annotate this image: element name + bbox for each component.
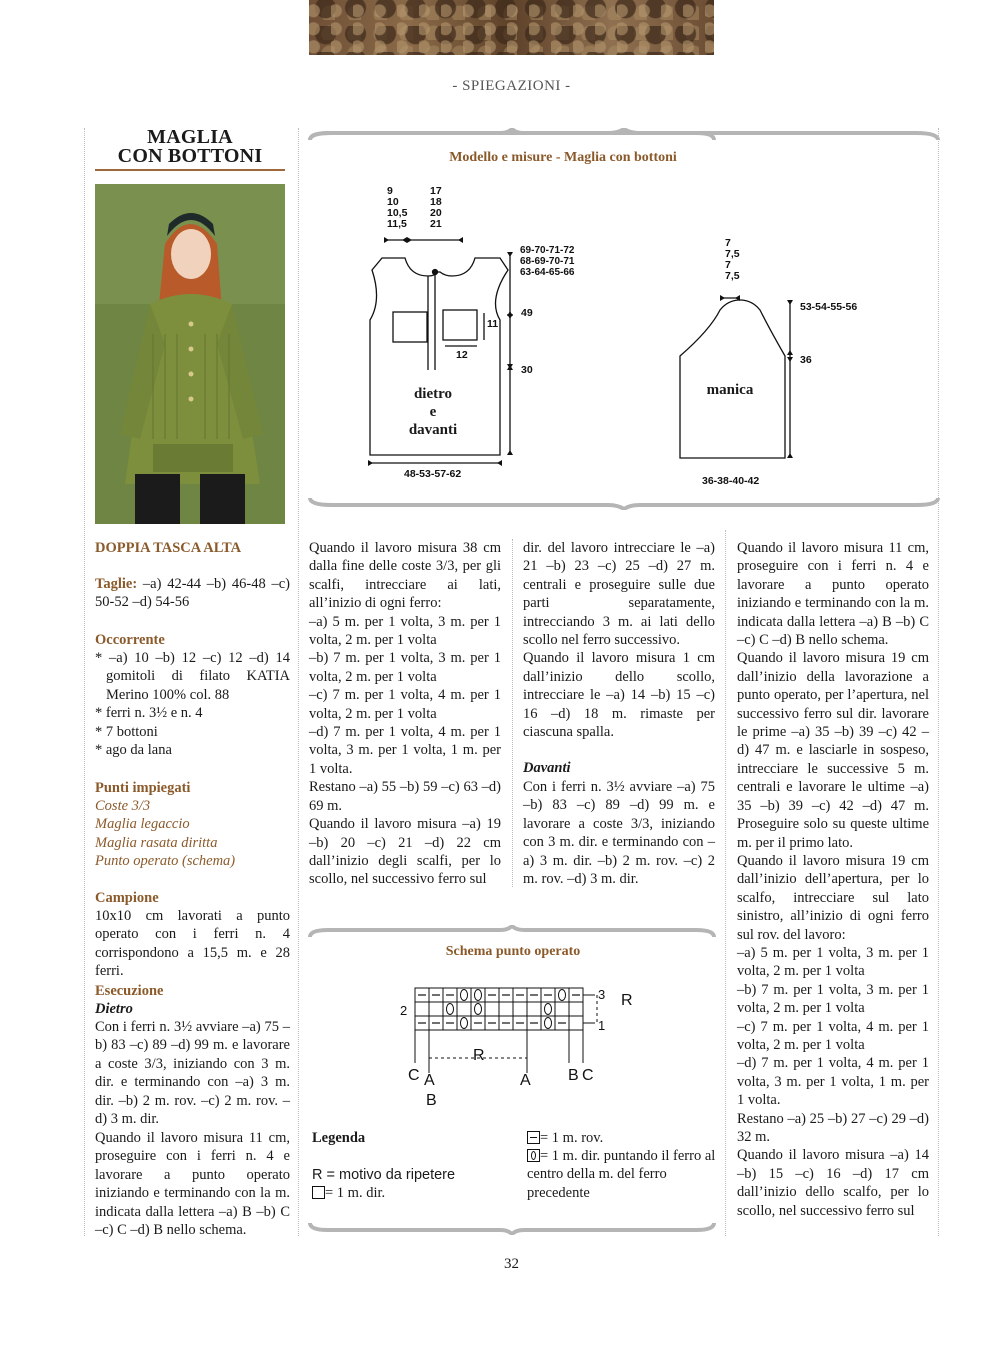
text-column-3: dir. del lavoro intrecciare le –a) 21 –b) 23 –c) 25 –d) 27 m. centrali e proseguire sulle due parti separatamente, intrecciando 3 m. ai lati dello scollo nel ferro successivo. Quando il lavoro misura 1 cm dall’inizio dello scollo, intrecciare le –a) 14 –b) 15 –c) 16 –d) 18 m. rimaste per ciascuna spalla. Davanti Con i ferri n. 3½ avviare –a) 75 –b) 83 –c) 89 –d) 99 m. e lavorare a coste 3/3, iniziando con 3 m. dir. e terminando con –a) 3 m. dir. –b) 2 m. rov. –c) 2 m. rov. –d) 3 m. dir. — [523, 540, 715, 887]
chart-letter-c: C — [408, 1067, 420, 1084]
stitches-list — [95, 797, 290, 871]
schema-bottom-brace — [308, 1221, 716, 1235]
neck-measure: 17 18 20 21 — [430, 185, 442, 230]
armhole-measure: 49 — [521, 307, 533, 319]
page-number: 32 — [504, 1256, 519, 1272]
pattern-title: MAGLIA CON BOTTONI — [117, 126, 263, 167]
back-paragraph: Con i ferri n. 3½ avviare –a) 75 –b) 83 –c) 89 –d) 99 m. e lavorare a coste 3/3, iniziando con 3 m. dir. e terminando con –a) 3 m. dir. –b) 2 m. rov. –c) 2 m. rov. –d) 3 m. dir. — [95, 1019, 290, 1128]
gauge-text: 10x10 cm lavorati a punto operato con i ferri n. 4 corrispondono a 15,5 m. e 28 ferri. — [95, 908, 290, 980]
sleeve-length-measure: 53-54-55-56 — [800, 301, 858, 313]
length-measures: 69-70-71-72 68-69-70-71 63-64-65-66 — [520, 245, 575, 278]
title-underline — [95, 169, 285, 171]
list-item: Maglia rasata diritta — [95, 834, 218, 851]
schema-title: Schema punto operato — [445, 944, 581, 959]
sleeve-schematic — [670, 230, 820, 470]
text-column-2: Quando il lavoro misura 38 cm dalla fine delle coste 3/3, per gli scalfi, intrecciare ai lati, all’inizio di ogni ferro: –a) 5 m. per 1 volta, 3 m. per 1 volta, 2 m. per 1 volta –b) 7 m. per 1 volta, 3 m. per 1 volta, 2 m. per 1 volta –c) 7 m. per 1 volta, 4 m. per 1 volta, 2 m. per 1 volta –d) 7 m. per 1 volta, 4 m. per 1 volta, 3 m. per 1 volta, 1 m. per 1 volta. Restano –a) 55 –b) 59 –c) 63 –d) 69 m. Quando il lavoro misura –a) 19 –b) 20 –c) 21 –d) 22 cm dall’inizio degli scalfi, per lo scollo, nel successivo ferro sul — [309, 540, 501, 888]
stitches-heading: Punti impiegati — [95, 780, 191, 796]
box-bottom-brace — [308, 496, 940, 510]
list-item: Maglia legaccio — [95, 816, 190, 833]
chart-letter-b: B — [426, 1092, 437, 1109]
legend-special: = 1 m. dir. puntando il ferro al centro della m. del ferro precedente — [527, 1148, 716, 1201]
sleeve-mid-measure: 36 — [800, 354, 812, 366]
list-item: * ago da lana — [95, 742, 172, 759]
row-number-1: 1 — [598, 1018, 606, 1033]
repeat-label-side: R — [621, 992, 633, 1009]
column-rule — [938, 128, 939, 1236]
schema-top-brace — [308, 925, 716, 939]
list-item: * –a) 10 –b) 12 –c) 12 –d) 14 gomitoli di filato KATIA Merino 100% col. 88 — [95, 650, 290, 703]
special-stitch-icon — [527, 1149, 540, 1162]
knit-symbol-icon — [312, 1186, 325, 1199]
body-width-measure: 48-53-57-62 — [404, 468, 462, 480]
legend-knit: = 1 m. dir. — [312, 1184, 385, 1202]
row-number-3: 3 — [598, 987, 606, 1002]
back-heading: Dietro — [95, 1001, 133, 1017]
back-paragraph: Quando il lavoro misura 11 cm, proseguire con i ferri n. 4 e lavorare a punto operato iniziando e terminando con la m. indicata dalla lettera –a) B –b) C –c) C –d) B nello schema. — [95, 1130, 290, 1239]
pocket-width: 12 — [456, 349, 468, 361]
list-item: * ferri n. 3½ e n. 4 — [95, 705, 203, 722]
column-rule — [298, 128, 299, 1236]
row-number-2: 2 — [400, 1003, 408, 1018]
column-rule — [725, 530, 726, 1236]
legend-repeat: R = motivo da ripetere — [312, 1167, 456, 1183]
sleeve-label: manica — [706, 382, 754, 398]
shoulder-measure: 9 10 10,5 11,5 — [387, 185, 408, 230]
materials-heading: Occorrente — [95, 632, 165, 648]
header-photo — [309, 0, 714, 55]
diagram-title: Modello e misure - Maglia con bottoni — [449, 150, 677, 165]
gauge-heading: Campione — [95, 890, 159, 906]
section-heading: - SPIEGAZIONI - — [452, 78, 571, 94]
pocket-height: 11 — [487, 318, 499, 330]
model-illustration — [95, 184, 285, 524]
chart-letter-c: C — [582, 1067, 594, 1084]
column-rule — [84, 128, 85, 1236]
body-label: dietro e davanti — [408, 386, 458, 438]
chart-letter-b: B — [568, 1067, 579, 1084]
pattern-subtitle: DOPPIA TASCA ALTA — [95, 540, 242, 556]
box-top-brace-wide — [308, 128, 940, 142]
sleeve-top-measure: 7 7,5 7 7,5 — [725, 237, 740, 282]
column-rule — [512, 539, 513, 887]
list-item: Coste 3/3 — [95, 798, 151, 814]
sizes-paragraph: Taglie: –a) 42-44 –b) 46-48 –c) 50-52 –d) 54-56 — [95, 576, 290, 611]
chart-letter-a: A — [520, 1072, 531, 1089]
model-photo — [95, 184, 285, 524]
materials-list — [95, 649, 290, 759]
list-item: Punto operato (schema) — [95, 853, 236, 870]
purl-symbol-icon — [527, 1131, 540, 1144]
legend-purl: = 1 m. rov. — [527, 1129, 603, 1147]
list-item: * 7 bottoni — [95, 723, 158, 740]
body-height-measure: 30 — [521, 364, 533, 376]
legend-heading: Legenda — [312, 1130, 366, 1146]
repeat-label: R — [473, 1047, 485, 1064]
text-column-4: Quando il lavoro misura 11 cm, proseguire con i ferri n. 4 e lavorare a punto operato iniziando e terminando con la m. indicata dalla lettera –a) B –b) C –c) C –d) B nello schema. Quando il lavoro misura 19 cm dall’inizio della lavorazione a punto operato, per l’apertura, nel successivo ferro sul dir. lavorare le prime –a) 35 –b) 39 –c) 42 –d) 47 m. e lasciarle in sospeso, intrecciare le successive 5 m. centrali e lavorare le ultime –a) 35 –b) 39 –c) 42 –d) 47 m. Proseguire solo su queste ultime m. per il primo lato. Quando il lavoro misura 19 cm dall’inizio dell’apertura, per lo scalfo, intrecciare sul lato sinistro, all’inizio di ogni ferro sul rov. del lavoro: –a) 5 m. per 1 volta, 3 m. per 1 volta, 2 m. per 1 volta –b) 7 m. per 1 volta, 3 m. per 1 volta, 2 m. per 1 volta –c) 7 m. per 1 volta, 4 m. per 1 volta, 2 m. per 1 volta –d) 7 m. per 1 volta, 4 m. per 1 volta, 3 m. per 1 volta, 1 m. per 1 volta. Restano –a) 25 –b) 27 –c) 29 –d) 32 m. Quando il lavoro misura –a) 14 –b) 15 –c) 16 –d) 17 cm dall’inizio dello scalfo, per lo scollo, nel successivo ferro sul — [737, 540, 929, 1219]
instructions-heading: Esecuzione — [95, 983, 164, 999]
sleeve-width-measure: 36-38-40-42 — [702, 475, 760, 487]
chart-letter-a: A — [424, 1072, 435, 1089]
